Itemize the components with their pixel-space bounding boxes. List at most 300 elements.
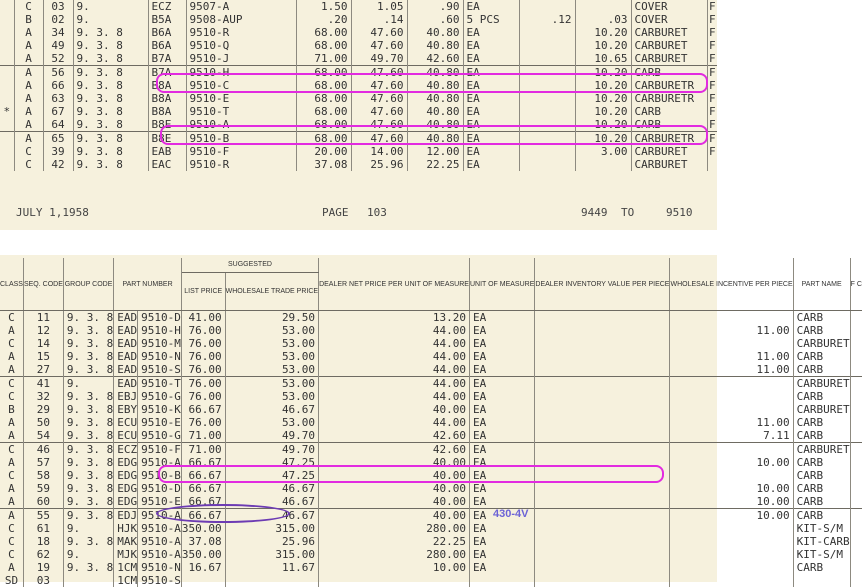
cell-inc: 7.11 xyxy=(670,429,793,443)
cell-p2: 9510-A xyxy=(138,522,182,535)
cell-inv xyxy=(519,52,575,66)
cell-unit: EA xyxy=(469,324,534,337)
cell-unit: EA xyxy=(469,443,534,457)
cell-unit: EA xyxy=(463,66,519,80)
cell-inv xyxy=(519,0,575,13)
cell-unit: EA xyxy=(469,429,534,443)
cell-list: 76.00 xyxy=(181,337,225,350)
cell-mark: SD xyxy=(0,574,23,587)
cell-unit: EA xyxy=(469,416,534,429)
cell-whole: 53.00 xyxy=(225,324,318,337)
cell-cls: A xyxy=(14,66,43,80)
cell-whole: 47.60 xyxy=(351,26,407,39)
cell-name: CARB xyxy=(793,416,850,429)
cell-f xyxy=(850,469,862,482)
cell-seq: 64 xyxy=(43,118,73,132)
cell-list: 68.00 xyxy=(296,26,351,39)
cell-inc: 10.65 xyxy=(575,52,631,66)
cell-p1: B8E xyxy=(148,118,186,132)
cell-seq: 18 xyxy=(23,535,63,548)
cell-unit: EA xyxy=(469,535,534,548)
table-row xyxy=(0,145,717,158)
cell-list: 76.00 xyxy=(181,324,225,337)
cell-inv xyxy=(535,377,670,391)
cell-whole: 47.60 xyxy=(351,39,407,52)
cell-f: F xyxy=(708,118,716,131)
cell-dealer: 40.00 xyxy=(319,456,470,469)
cell-mark: A xyxy=(0,482,23,495)
cell-list: 41.00 xyxy=(181,311,225,325)
cell-inv xyxy=(535,443,670,457)
cell-whole: 1.05 xyxy=(351,0,407,13)
cell-mark xyxy=(0,92,14,105)
cell-f: F xyxy=(708,0,716,13)
cell-mark xyxy=(0,26,14,39)
cell-cls: C xyxy=(14,0,43,13)
cell-mark: C xyxy=(0,548,23,561)
cell-p1: ECZ xyxy=(114,443,138,457)
header-part-name: PART NAME xyxy=(793,258,850,311)
cell-mark xyxy=(0,145,14,158)
cell-p2: 9510-G xyxy=(138,390,182,403)
cell-dealer: 40.80 xyxy=(407,105,463,118)
cell-f: F xyxy=(708,79,716,92)
table-row xyxy=(0,574,862,587)
cell-p1: EDG xyxy=(114,456,138,469)
cell-inc xyxy=(670,377,793,391)
cell-grp: 9. 3. 8 xyxy=(73,52,148,66)
table-row xyxy=(0,456,862,469)
cell-p1: EDJ xyxy=(114,509,138,523)
cell-grp: 9. xyxy=(73,13,148,26)
cell-whole: 11.67 xyxy=(225,561,318,574)
cell-p2: 9510-H xyxy=(138,324,182,337)
cell-whole: 47.60 xyxy=(351,105,407,118)
cell-grp: 9. 3. 8 xyxy=(63,469,113,482)
cell-inc xyxy=(670,574,793,587)
cell-inv xyxy=(535,324,670,337)
cell-inc: 10.20 xyxy=(575,66,631,80)
cell-unit: EA xyxy=(463,92,519,105)
cell-p2: 9510-A xyxy=(138,535,182,548)
cell-list: 66.67 xyxy=(181,495,225,509)
top-catalog-page xyxy=(0,0,717,230)
cell-seq: 61 xyxy=(23,522,63,535)
cell-list: 1.50 xyxy=(296,0,351,13)
cell-name xyxy=(793,574,850,587)
cell-inv xyxy=(535,561,670,574)
cell-f xyxy=(850,324,862,337)
cell-mark: A xyxy=(0,509,23,523)
table-row xyxy=(0,105,717,118)
cell-seq: 11 xyxy=(23,311,63,325)
cell-inv xyxy=(519,158,575,171)
cell-inc: 11.00 xyxy=(670,350,793,363)
cell-seq: 15 xyxy=(23,350,63,363)
cell-list: 37.08 xyxy=(181,535,225,548)
cell-seq: 12 xyxy=(23,324,63,337)
cell-seq: 27 xyxy=(23,363,63,377)
header-fc: F C xyxy=(850,258,862,311)
cell-list: 16.67 xyxy=(181,561,225,574)
cell-seq: 03 xyxy=(23,574,63,587)
table-row xyxy=(0,403,862,416)
cell-grp: 9. 3. 8 xyxy=(73,132,148,146)
cell-mark: C xyxy=(0,377,23,391)
cell-list: 68.00 xyxy=(296,66,351,80)
cell-mark: C xyxy=(0,390,23,403)
cell-dealer: 40.00 xyxy=(319,509,470,523)
cell-dealer: 42.60 xyxy=(319,429,470,443)
cell-unit: EA xyxy=(469,522,534,535)
cell-mark xyxy=(0,0,14,13)
cell-list: 37.08 xyxy=(296,158,351,171)
cell-whole: 53.00 xyxy=(225,337,318,350)
cell-name: CARB xyxy=(793,561,850,574)
cell-inv xyxy=(535,390,670,403)
cell-inc: 11.00 xyxy=(670,363,793,377)
cell-f: F xyxy=(708,92,716,105)
cell-p2: 9510-D xyxy=(138,482,182,495)
cell-inv xyxy=(519,39,575,52)
cell-dealer: 40.00 xyxy=(319,469,470,482)
cell-inc xyxy=(670,561,793,574)
table-row xyxy=(0,561,862,574)
cell-seq: 60 xyxy=(23,495,63,509)
cell-name: CARB xyxy=(793,482,850,495)
cell-grp: 9. xyxy=(63,548,113,561)
cell-grp: 9. 3. 8 xyxy=(73,26,148,39)
cell-dealer: 40.80 xyxy=(407,132,463,146)
cell-inc: 3.00 xyxy=(575,145,631,158)
cell-p1: EAD xyxy=(114,337,138,350)
cell-unit: EA xyxy=(469,311,534,325)
cell-grp: 9. 3. 8 xyxy=(63,324,113,337)
cell-seq: 65 xyxy=(43,132,73,146)
cell-seq: 46 xyxy=(23,443,63,457)
cell-dealer: 40.80 xyxy=(407,79,463,92)
cell-whole: 49.70 xyxy=(351,52,407,66)
cell-f xyxy=(850,548,862,561)
cell-mark xyxy=(0,52,14,66)
cell-p1: EAD xyxy=(114,363,138,377)
cell-p1: ECZ xyxy=(148,0,186,13)
cell-name: CARBURET xyxy=(793,337,850,350)
table-row xyxy=(0,52,717,66)
cell-p1: 1CM xyxy=(114,574,138,587)
header-incentive: WHOLESALE INCENTIVE PER PIECE xyxy=(670,258,793,311)
cell-inv xyxy=(535,429,670,443)
table-row xyxy=(0,416,862,429)
cell-whole: 47.25 xyxy=(225,456,318,469)
table-row xyxy=(0,495,862,509)
cell-mark xyxy=(0,118,14,132)
cell-seq: 59 xyxy=(23,482,63,495)
cell-seq: 34 xyxy=(43,26,73,39)
cell-p2: 9510-A xyxy=(138,456,182,469)
cell-inv xyxy=(535,574,670,587)
cell-whole: .14 xyxy=(351,13,407,26)
cell-f xyxy=(850,390,862,403)
cell-dealer: 42.60 xyxy=(319,443,470,457)
bottom-catalog-page xyxy=(0,255,862,587)
header-list-price: LIST PRICE xyxy=(181,272,225,310)
cell-dealer xyxy=(319,574,470,587)
cell-p1: EAD xyxy=(114,311,138,325)
cell-unit: EA xyxy=(463,158,519,171)
cell-whole: 47.60 xyxy=(351,66,407,80)
cell-inc: 10.20 xyxy=(575,39,631,52)
cell-list: 76.00 xyxy=(181,416,225,429)
header-wholesale: WHOLESALE TRADE PRICE xyxy=(225,272,318,310)
cell-name: CARB xyxy=(793,429,850,443)
cell-grp: 9. 3. 8 xyxy=(73,39,148,52)
cell-inv xyxy=(535,548,670,561)
page-gap xyxy=(0,230,717,255)
table-row xyxy=(0,66,717,80)
cell-whole: 53.00 xyxy=(225,390,318,403)
cell-f xyxy=(850,535,862,548)
cell-list: 66.67 xyxy=(181,482,225,495)
table-row xyxy=(0,337,862,350)
cell-cls: C xyxy=(14,145,43,158)
cell-seq: 50 xyxy=(23,416,63,429)
page-label: PAGE xyxy=(322,206,349,219)
table-row xyxy=(0,118,717,132)
cell-list: 68.00 xyxy=(296,39,351,52)
cell-unit: EA xyxy=(469,363,534,377)
cell-grp: 9. 3. 8 xyxy=(63,403,113,416)
cell-f xyxy=(850,337,862,350)
cell-p1: EDG xyxy=(114,469,138,482)
cell-p2: 9510-E xyxy=(186,92,296,105)
cell-inv xyxy=(519,92,575,105)
cell-name: KIT-S/M xyxy=(793,522,850,535)
cell-grp: 9. 3. 8 xyxy=(73,66,148,80)
cell-grp: 9. 3. 8 xyxy=(63,456,113,469)
cell-p1: B6A xyxy=(148,39,186,52)
cell-p2: 9510-A xyxy=(138,548,182,561)
cell-f xyxy=(850,403,862,416)
cell-unit: EA xyxy=(469,456,534,469)
cell-dealer: 12.00 xyxy=(407,145,463,158)
cell-dealer: 44.00 xyxy=(319,390,470,403)
cell-inv: .12 xyxy=(519,13,575,26)
cell-p1: B6A xyxy=(148,26,186,39)
cell-inc: 10.20 xyxy=(575,79,631,92)
cell-unit: EA xyxy=(469,350,534,363)
cell-unit: EA xyxy=(469,390,534,403)
cell-grp: 9. 3. 8 xyxy=(63,482,113,495)
cell-inc: 10.00 xyxy=(670,509,793,523)
cell-inc xyxy=(670,548,793,561)
cell-p2: 9510-C xyxy=(186,79,296,92)
cell-dealer: 44.00 xyxy=(319,363,470,377)
cell-mark xyxy=(0,66,14,80)
table-row xyxy=(0,377,862,391)
cell-whole: 47.25 xyxy=(225,469,318,482)
cell-inc xyxy=(575,158,631,171)
cell-grp: 9. 3. 8 xyxy=(63,495,113,509)
cell-dealer: 40.80 xyxy=(407,66,463,80)
cell-mark xyxy=(0,158,14,171)
cell-unit: EA xyxy=(463,0,519,13)
cell-cls: A xyxy=(14,105,43,118)
cell-p1: EDG xyxy=(114,482,138,495)
cell-grp: 9. xyxy=(63,522,113,535)
cell-p2: 9510-R xyxy=(186,158,296,171)
cell-f xyxy=(850,522,862,535)
cell-grp: 9. 3. 8 xyxy=(63,443,113,457)
cell-f xyxy=(850,574,862,587)
cell-inv xyxy=(535,482,670,495)
cell-list: 66.67 xyxy=(181,469,225,482)
cell-f xyxy=(850,561,862,574)
cell-inc xyxy=(670,311,793,325)
cell-inv xyxy=(535,363,670,377)
cell-whole: 49.70 xyxy=(225,443,318,457)
cell-list: 71.00 xyxy=(181,429,225,443)
cell-p1: ECU xyxy=(114,429,138,443)
cell-unit: EA xyxy=(469,482,534,495)
header-inventory: DEALER INVENTORY VALUE PER PIECE xyxy=(535,258,670,311)
cell-list: 76.00 xyxy=(181,350,225,363)
cell-mark: A xyxy=(0,495,23,509)
cell-dealer: .60 xyxy=(407,13,463,26)
cell-inc: 10.20 xyxy=(575,105,631,118)
table-row xyxy=(0,92,717,105)
cell-list: 68.00 xyxy=(296,132,351,146)
cell-name: KIT-CARB xyxy=(793,535,850,548)
cell-cls: A xyxy=(14,39,43,52)
cell-list: 66.67 xyxy=(181,403,225,416)
table-row xyxy=(0,363,862,377)
table-row xyxy=(0,26,717,39)
cell-f xyxy=(850,456,862,469)
cell-seq: 55 xyxy=(23,509,63,523)
cell-seq: 67 xyxy=(43,105,73,118)
cell-list: 71.00 xyxy=(296,52,351,66)
cell-name: CARB xyxy=(793,469,850,482)
cell-p1: EAD xyxy=(114,324,138,337)
cell-mark: A xyxy=(0,561,23,574)
cell-mark: C xyxy=(0,522,23,535)
cell-p2: 9510-R xyxy=(186,26,296,39)
cell-grp: 9. 3. 8 xyxy=(73,158,148,171)
cell-f: F xyxy=(708,105,716,118)
cell-name: CARB xyxy=(793,390,850,403)
cell-inc: .03 xyxy=(575,13,631,26)
top-parts-table xyxy=(0,0,717,171)
cell-mark: C xyxy=(0,337,23,350)
cell-p1: MAK xyxy=(114,535,138,548)
cell-list: 20.00 xyxy=(296,145,351,158)
cell-p2: 9510-B xyxy=(138,469,182,482)
cell-name: CARB xyxy=(793,495,850,509)
cell-p2: 9510-T xyxy=(138,377,182,391)
cell-grp: 9. 3. 8 xyxy=(73,79,148,92)
cell-whole: 53.00 xyxy=(225,350,318,363)
cell-p1: EAC xyxy=(148,158,186,171)
cell-inv xyxy=(519,118,575,132)
cell-unit: EA xyxy=(463,105,519,118)
cell-p2: 9508-AUP xyxy=(186,13,296,26)
cell-f: F xyxy=(708,39,716,52)
cell-whole: 46.67 xyxy=(225,403,318,416)
table-row xyxy=(0,350,862,363)
cell-unit: EA xyxy=(469,337,534,350)
cell-f xyxy=(850,509,862,523)
cell-p2: 9510-M xyxy=(138,337,182,350)
cell-grp: 9. 3. 8 xyxy=(63,429,113,443)
cell-inv xyxy=(535,456,670,469)
cell-inv xyxy=(535,311,670,325)
cell-unit: EA xyxy=(469,495,534,509)
cell-name: KIT-S/M xyxy=(793,548,850,561)
cell-name: CARB xyxy=(793,311,850,325)
cell-name: CARB xyxy=(793,456,850,469)
table-row xyxy=(0,443,862,457)
cell-grp: 9. 3. 8 xyxy=(63,390,113,403)
cell-name: CARBURET xyxy=(631,39,707,52)
cell-inv xyxy=(535,403,670,416)
cell-whole: 47.60 xyxy=(351,132,407,146)
cell-inv xyxy=(519,105,575,118)
cell-unit: EA xyxy=(463,26,519,39)
cell-dealer: 44.00 xyxy=(319,377,470,391)
cell-grp: 9. xyxy=(63,377,113,391)
cell-whole: 47.60 xyxy=(351,118,407,132)
table-row xyxy=(0,13,717,26)
cell-list: 68.00 xyxy=(296,79,351,92)
cell-list: 350.00 xyxy=(181,522,225,535)
cell-seq: 03 xyxy=(43,0,73,13)
cell-f: F xyxy=(708,26,716,39)
cell-grp: 9. xyxy=(73,0,148,13)
cell-mark: A xyxy=(0,324,23,337)
cell-cls: A xyxy=(14,79,43,92)
cell-whole: 46.67 xyxy=(225,482,318,495)
cell-f xyxy=(850,482,862,495)
cell-dealer: 22.25 xyxy=(407,158,463,171)
cell-list: 68.00 xyxy=(296,105,351,118)
cell-p2: 9510-J xyxy=(186,52,296,66)
cell-seq: 19 xyxy=(23,561,63,574)
cell-inc xyxy=(575,0,631,13)
cell-whole: 53.00 xyxy=(225,416,318,429)
table-row xyxy=(0,469,862,482)
header-suggested: SUGGESTED xyxy=(181,258,318,272)
cell-seq: 52 xyxy=(43,52,73,66)
cell-list: 76.00 xyxy=(181,390,225,403)
cell-unit: EA xyxy=(469,403,534,416)
cell-seq: 14 xyxy=(23,337,63,350)
cell-name: CARBURET xyxy=(793,443,850,457)
cell-list: 76.00 xyxy=(181,363,225,377)
cell-dealer: 40.00 xyxy=(319,482,470,495)
cell-inv xyxy=(535,350,670,363)
cell-unit: EA xyxy=(469,509,534,523)
cell-whole: 25.96 xyxy=(351,158,407,171)
cell-seq: 66 xyxy=(43,79,73,92)
cell-p2: 9510-E xyxy=(138,495,182,509)
cell-name: CARB xyxy=(631,105,707,118)
cell-mark xyxy=(0,79,14,92)
cell-f xyxy=(850,443,862,457)
cell-inv xyxy=(535,535,670,548)
cell-inc xyxy=(670,403,793,416)
cell-unit: EA xyxy=(469,548,534,561)
